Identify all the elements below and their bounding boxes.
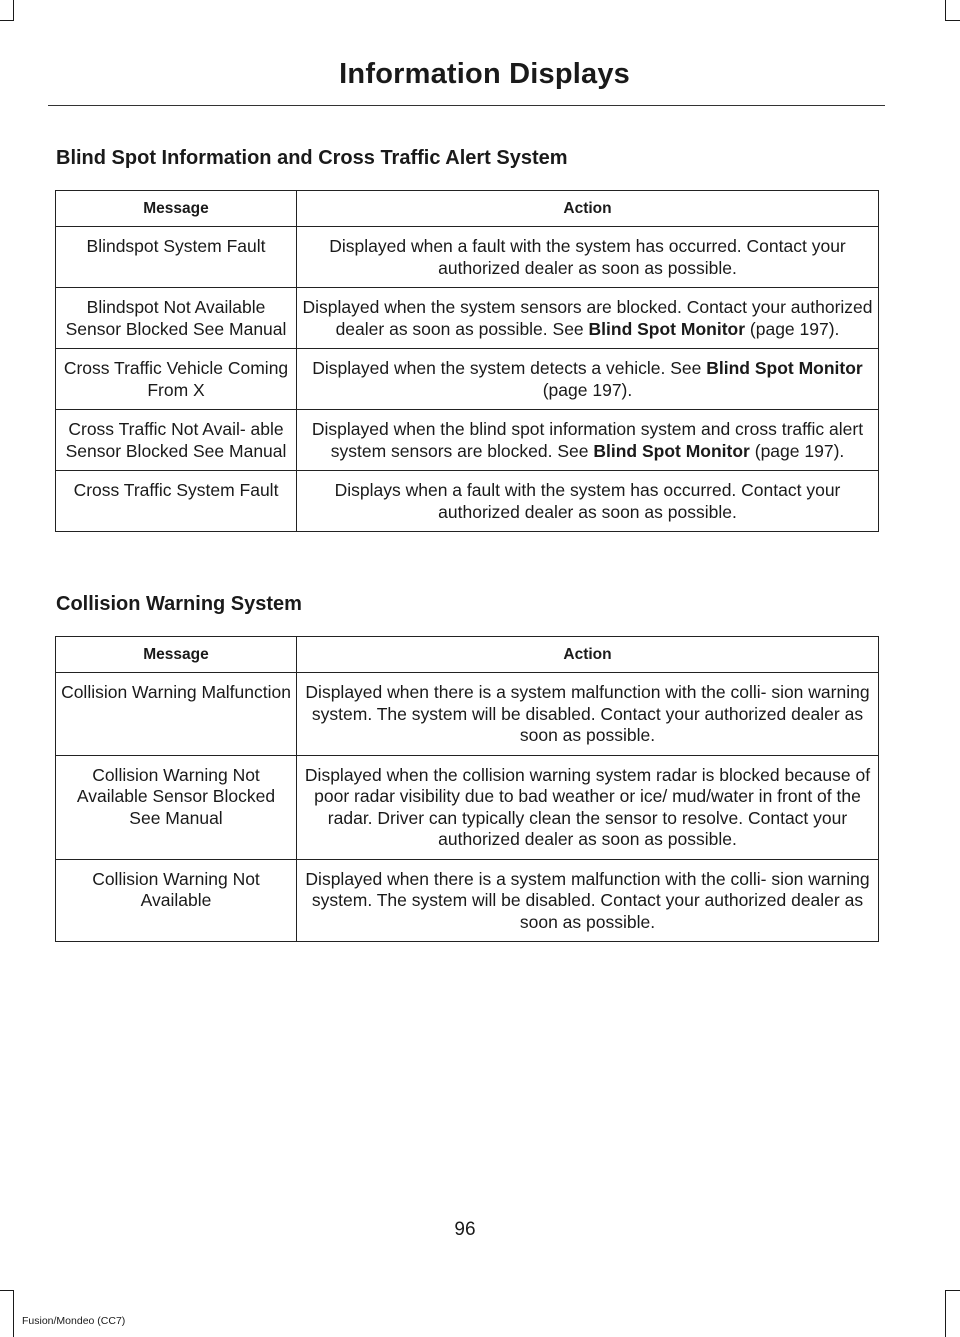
action-text: Displayed when the blind spot information system and cross traffic alert system sensors are blocked. See [311,419,864,461]
action-text: Displayed when the system sensors are blocked. Contact your authorized dealer as soon as possible. See [302,297,873,339]
column-header-message: Message [56,191,297,227]
column-header-message: Message [56,637,297,673]
cross-reference-link[interactable]: Blind Spot Monitor [593,440,750,461]
crop-mark-top-left [13,0,14,20]
message-cell: Cross Traffic Vehicle Coming From X [56,349,297,410]
table-row [56,673,879,756]
crop-mark-bottom-left [13,1290,14,1337]
table-row [56,349,879,410]
table-row [56,288,879,349]
action-cell: Displayed when a fault with the system has occurred. Contact your authorized dealer as soon as possible. [297,227,879,288]
action-cell [297,349,879,410]
crop-mark-top-right [945,20,960,21]
cross-reference-link[interactable]: Blind Spot Monitor [588,318,746,339]
action-cell: Displays when a fault with the system has occurred. Contact your authorized dealer as soon as possible. [297,471,879,532]
cross-reference-page: (page 197). [542,379,633,400]
action-cell [297,288,879,349]
footer-model: Fusion/Mondeo (CC7) [22,1315,126,1327]
cross-reference-link[interactable]: Blind Spot Monitor [706,358,863,378]
crop-mark-bottom-right [945,1290,960,1291]
crop-mark-bottom-right [945,1290,946,1337]
cross-reference-page: (page 197). [749,318,840,339]
message-cell: Cross Traffic Not Avail- able Sensor Blocked See Manual [56,410,297,471]
chapter-title: Information Displays [339,58,630,90]
action-cell [297,410,879,471]
action-cell: Displayed when the collision warning system radar is blocked because of poor radar visibility due to bad weather or ice/ mud/water in front of the radar. Driver can typically clean the sensor to resolve. Contact your authorized dealer as soon as possible. [297,755,879,859]
message-cell: Collision Warning Not Available Sensor Blocked See Manual [56,755,297,859]
collision-warning-message-table [55,636,879,942]
table-row [56,410,879,471]
column-header-action: Action [297,637,879,673]
header-rule [48,105,885,106]
column-header-action: Action [297,191,879,227]
crop-mark-top-right [945,0,946,20]
section-heading-collision-warning: Collision Warning System [56,593,302,615]
table-row [56,471,879,532]
table-row [56,227,879,288]
message-cell: Blindspot Not Available Sensor Blocked See Manual [56,288,297,349]
message-cell: Cross Traffic System Fault [56,471,297,532]
blind-spot-message-table [55,190,879,532]
table-row [56,859,879,942]
action-cell: Displayed when there is a system malfunction with the colli- sion warning system. The system will be disabled. Contact your authorized dealer as soon as possible. [297,859,879,942]
page-number: 96 [454,1219,476,1240]
crop-mark-bottom-left [0,1290,14,1291]
message-cell: Blindspot System Fault [56,227,297,288]
section-heading-blind-spot: Blind Spot Information and Cross Traffic Alert System [56,147,568,169]
action-text: Displayed when the system detects a vehicle. See [312,358,702,378]
cross-reference-page: (page 197). [754,440,845,461]
crop-mark-top-left [0,20,14,21]
action-cell: Displayed when there is a system malfunction with the colli- sion warning system. The system will be disabled. Contact your authorized dealer as soon as possible. [297,673,879,756]
table-header-row [56,191,879,227]
message-cell: Collision Warning Malfunction [56,673,297,756]
table-row [56,755,879,859]
message-cell: Collision Warning Not Available [56,859,297,942]
table-header-row [56,637,879,673]
